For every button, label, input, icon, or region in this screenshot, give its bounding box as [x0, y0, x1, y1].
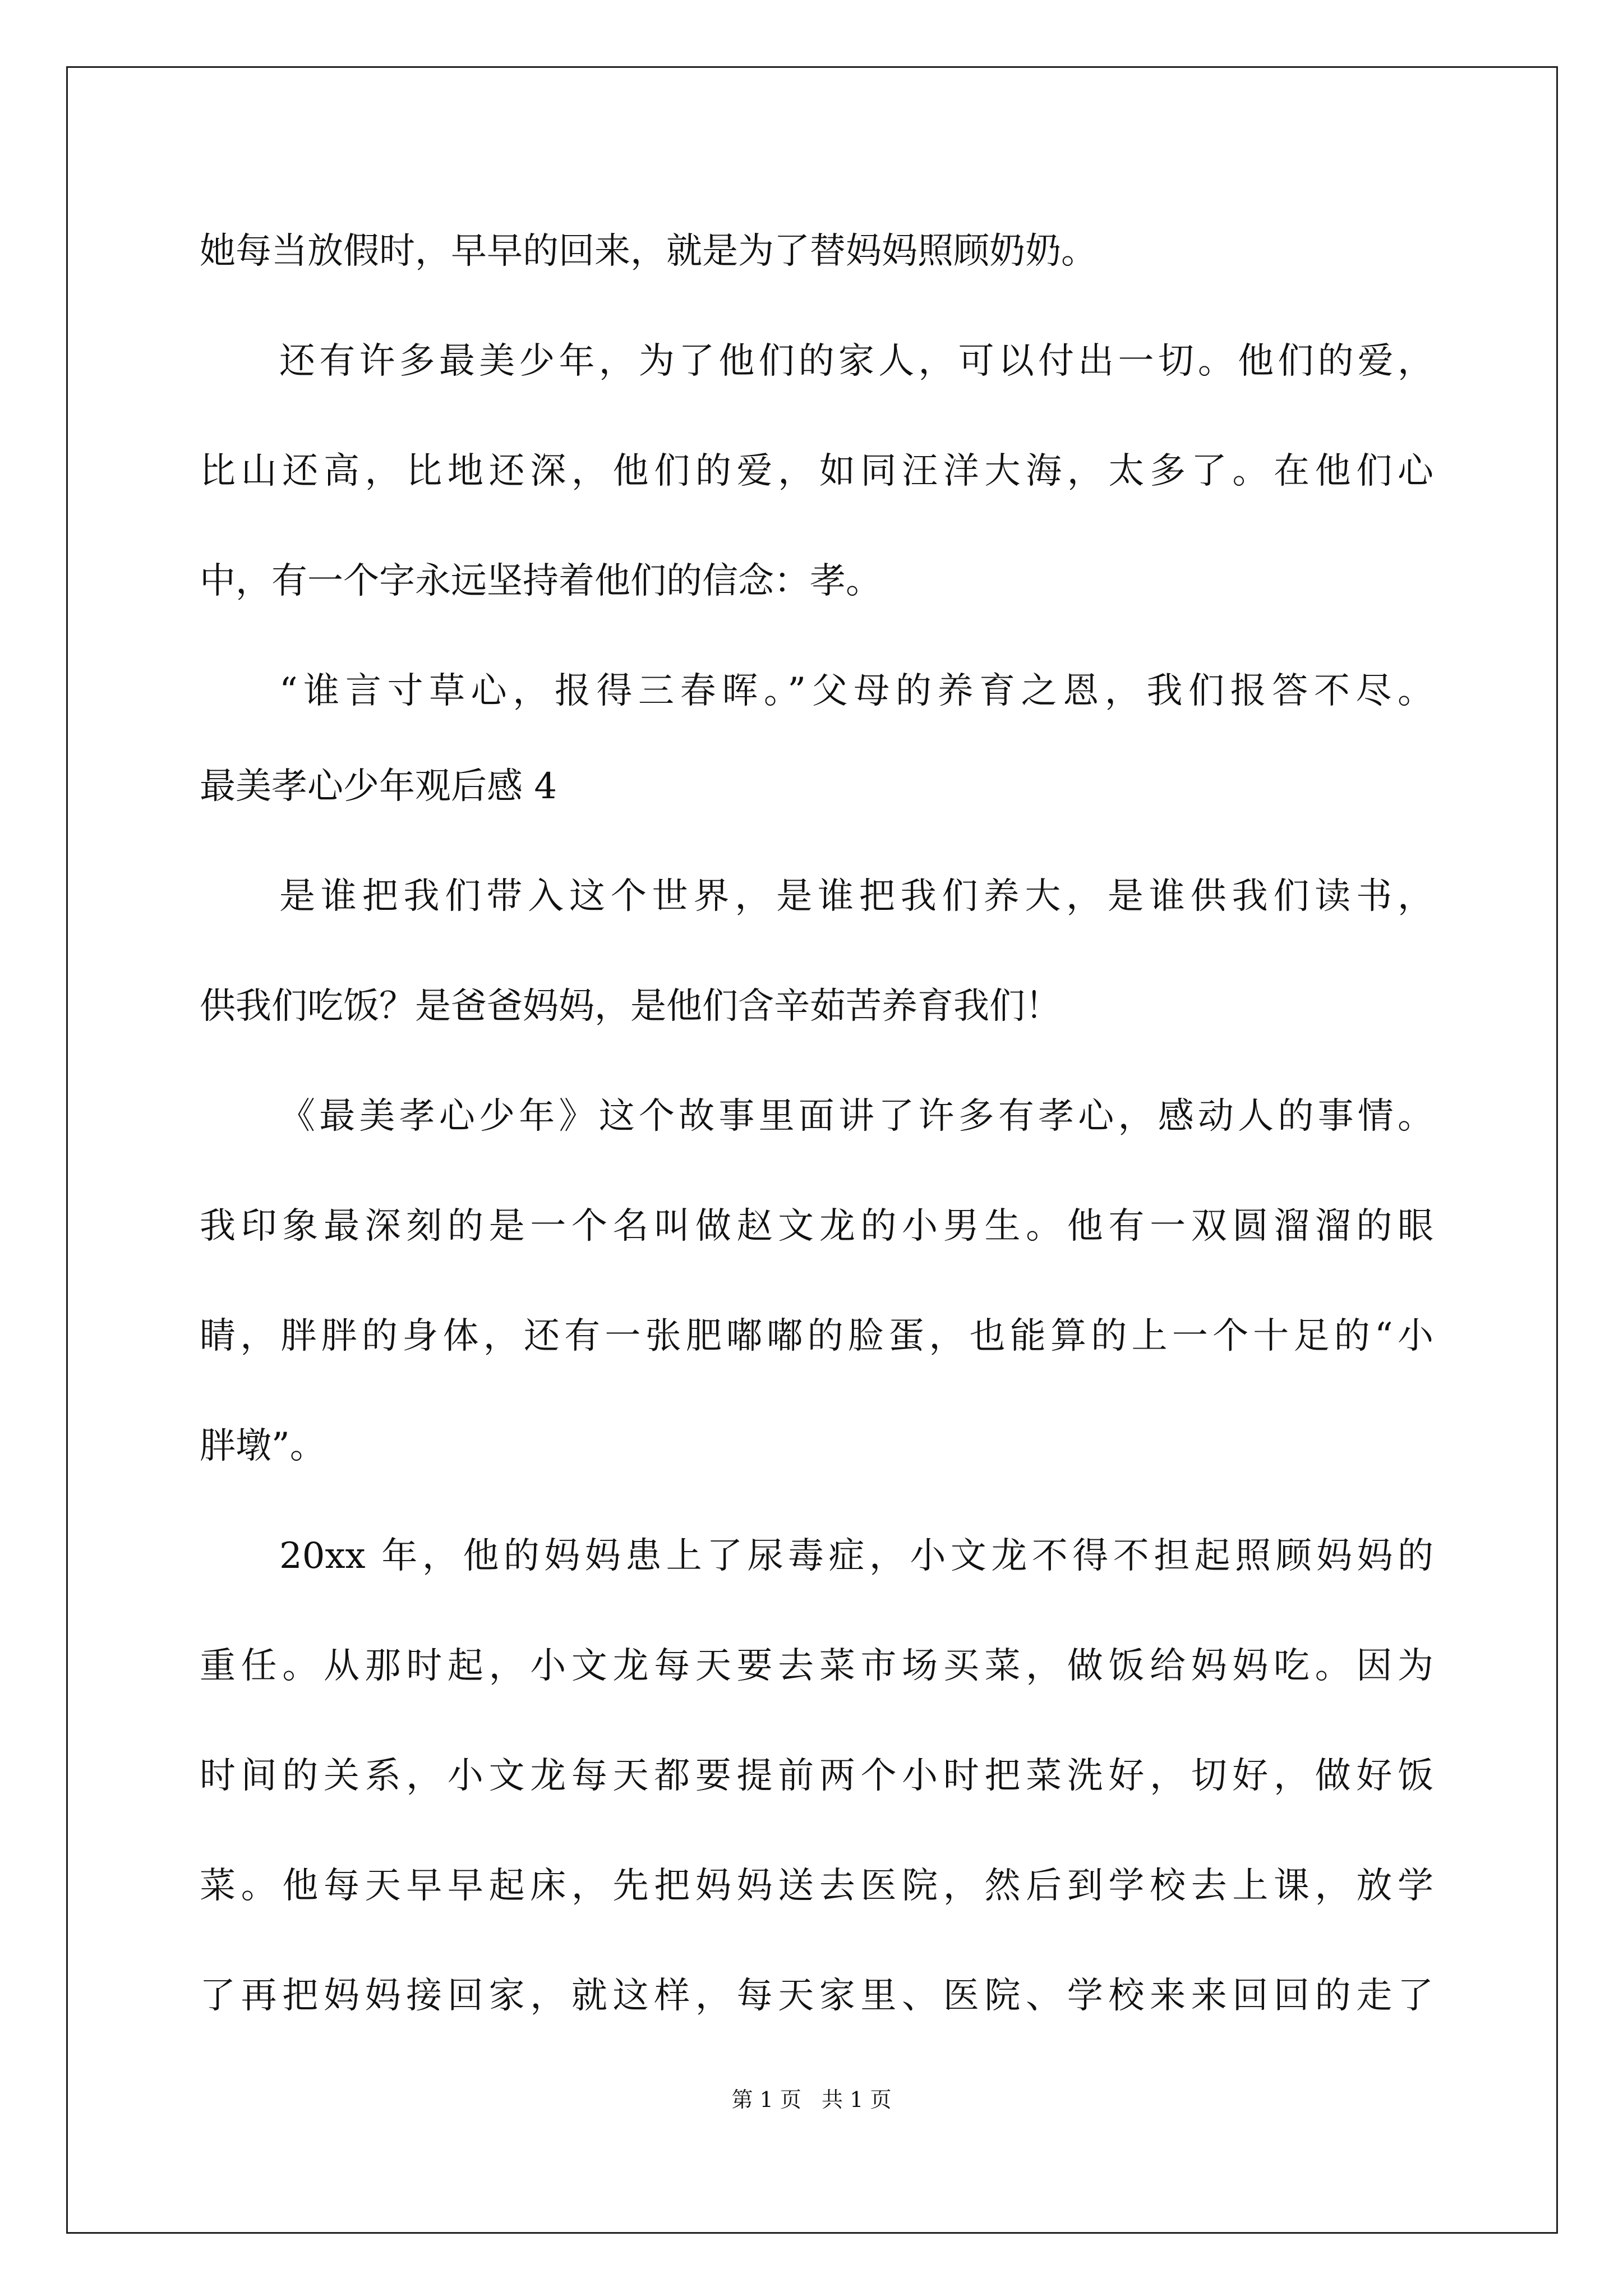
page-footer [0, 2082, 1623, 2113]
page-border [66, 66, 1558, 2234]
text-line: 她每当放假时，早早的回来，就是为了替妈妈照顾奶奶。 [200, 231, 1097, 272]
text-line: 重任。从那时起，小文龙每天要去菜市场买菜，做饭给妈妈吃。因为 [200, 1645, 1433, 1687]
page-total: 共 1 页 [822, 2087, 892, 2112]
page-number: 第 1 页 [731, 2087, 801, 2112]
text-line: 了再把妈妈接回家，就这样，每天家里、医院、学校来来回回的走了 [200, 1975, 1433, 2017]
text-line: 时间的关系，小文龙每天都要提前两个小时把菜洗好，切好，做好饭 [200, 1755, 1433, 1797]
text-line: “谁言寸草心，报得三春晖。”父母的养育之恩，我们报答不尽。 [279, 670, 1433, 712]
text-line: 《最美孝心少年》这个故事里面讲了许多有孝心，感动人的事情。 [279, 1096, 1433, 1137]
footer-spacer [801, 2087, 822, 2112]
text-line: 我印象最深刻的是一个名叫做赵文龙的小男生。他有一双圆溜溜的眼 [200, 1205, 1433, 1247]
text-line: 是谁把我们带入这个世界，是谁把我们养大，是谁供我们读书， [279, 876, 1433, 917]
text-line: 20xx 年，他的妈妈患上了尿毒症，小文龙不得不担起照顾妈妈的 [279, 1535, 1433, 1577]
text-line: 还有许多最美少年，为了他们的家人，可以付出一切。他们的爱， [279, 341, 1433, 382]
text-line: 睛，胖胖的身体，还有一张肥嘟嘟的脸蛋，也能算的上一个十足的“小 [200, 1315, 1433, 1357]
text-line: 中，有一个字永远坚持着他们的信念：孝。 [200, 560, 882, 602]
text-line: 比山还高，比地还深，他们的爱，如同汪洋大海，太多了。在他们心 [200, 450, 1433, 492]
text-line: 菜。他每天早早起床，先把妈妈送去医院，然后到学校去上课，放学 [200, 1865, 1433, 1907]
section-heading: 最美孝心少年观后感 4 [200, 766, 557, 807]
text-line: 胖墩”。 [200, 1425, 326, 1467]
text-line: 供我们吃饭？是爸爸妈妈，是他们含辛茹苦养育我们！ [200, 986, 1061, 1027]
